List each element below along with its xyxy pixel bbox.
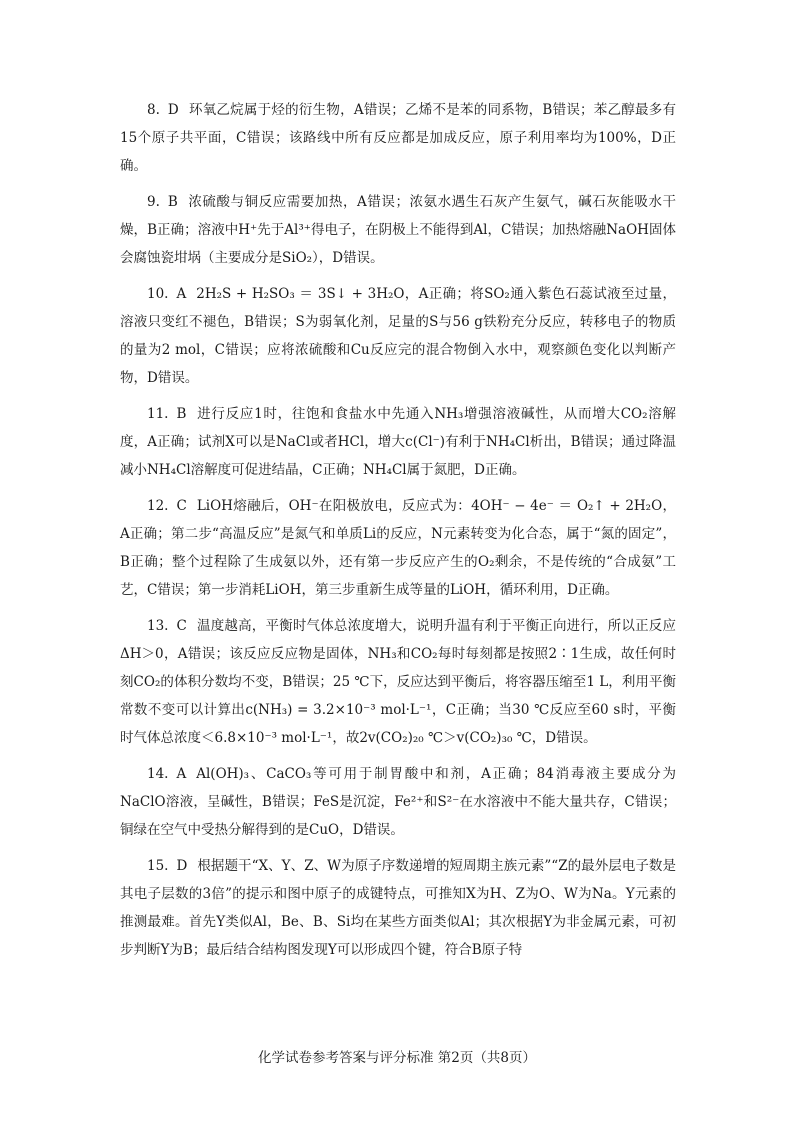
question-number: 12. (147, 498, 169, 514)
answer-explanation: 环氧乙烷属于烃的衍生物，A错误；乙烯不是苯的同系物，B错误；苯乙醇最多有15个原子共平面，C错误；该路线中所有反应都是加成反应，原子利用率均为100%，D正确。 (120, 102, 676, 174)
question-number: 15. (147, 858, 169, 874)
answer-key: D (176, 858, 188, 874)
answer-key: D (167, 102, 179, 118)
answer-explanation: LiOH熔融后，OH⁻在阳极放电，反应式为：4OH⁻ − 4e⁻ ＝ O₂↑ + 2H₂O，A正确；第二步“高温反应”是氮气和单质Li的反应，N元素转变为化合态，属于“氮的固定”，B正确；整个过程除了生成氨以外，还有第一步反应产生的O₂剩余，不是传统的“合成氨”工艺，C错误；第一步消耗LiOH，第三步重新生成等量的LiOH，循环利用，D正确。 (120, 498, 676, 598)
answer-key: A (176, 766, 187, 782)
question-number: 8. (147, 102, 160, 118)
question-number: 11. (147, 406, 169, 422)
answer-item-8 (120, 96, 676, 180)
answer-explanation: 根据题干“X、Y、Z、W为原子序数递增的短周期主族元素”“Z的最外层电子数是其电子层数的3倍”的提示和图中原子的成键特点，可推知X为H、Z为O、W为Na。Y元素的推测最难。首先Y类似Al，Be、B、Si均在某些方面类似Al；其次根据Y为非金属元素，可初步判断Y为B；最后结合结构图发现Y可以形成四个键，符合B原子特 (120, 858, 676, 958)
question-number: 9. (147, 194, 160, 210)
answer-item-14 (120, 760, 676, 844)
answer-explanation: 进行反应1时，往饱和食盐水中先通入NH₃增强溶液碱性，从而增大CO₂溶解度，A正确；试剂X可以是NaCl或者HCl，增大c(Cl⁻)有利于NH₄Cl析出，B错误；通过降温减小NH₄Cl溶解度可促进结晶，C正确；NH₄Cl属于氮肥，D正确。 (120, 406, 676, 478)
answer-explanation: 2H₂S + H₂SO₃ ＝ 3S↓ + 3H₂O，A正确；将SO₂通入紫色石蕊试液至过量，溶液只变红不褪色，B错误；S为弱氧化剂，足量的S与56 g铁粉充分反应，转移电子的物质的量为2 mol，C错误；应将浓硫酸和Cu反应完的混合物倒入水中，观察颜色变化以判断产物，D错误。 (120, 286, 676, 386)
answer-key: B (176, 406, 187, 422)
answer-list (120, 96, 676, 972)
answer-explanation: 浓硫酸与铜反应需要加热，A错误；浓氨水遇生石灰产生氨气，碱石灰能吸水干燥，B正确；溶液中H⁺先于Al³⁺得电子，在阴极上不能得到Al，C错误；加热熔融NaOH固体会腐蚀瓷坩埚（主要成分是SiO₂），D错误。 (120, 194, 676, 266)
answer-explanation: 温度越高，平衡时气体总浓度增大，说明升温有利于平衡正向进行，所以正反应ΔH＞0，A错误；该反应反应物是固体，NH₃和CO₂每时每刻都是按照2∶1生成，故任何时刻CO₂的体积分数均不变，B错误；25 ℃下，反应达到平衡后，将容器压缩至1 L，利用平衡常数不变可以计算出c(NH₃) = 3.2×10⁻³ mol·L⁻¹，C正确；当30 ℃反应至60 s时，平衡时气体总浓度＜6.8×10⁻³ mol·L⁻¹，故2v(CO₂)₂₀ ℃＞v(CO₂)₃₀ ℃，D错误。 (120, 618, 676, 746)
answer-item-13 (120, 612, 676, 752)
answer-key: C (176, 618, 187, 634)
answer-item-12 (120, 492, 676, 604)
answer-item-10 (120, 280, 676, 392)
question-number: 14. (147, 766, 169, 782)
answer-item-9 (120, 188, 676, 272)
question-number: 10. (147, 286, 169, 302)
answer-key: B (167, 194, 178, 210)
answer-key: C (176, 498, 187, 514)
question-number: 13. (147, 618, 169, 634)
answer-item-11 (120, 400, 676, 484)
answer-explanation: Al(OH)₃、CaCO₃等可用于制胃酸中和剂，A正确；84消毒液主要成分为NaClO溶液，呈碱性，B错误；FeS是沉淀，Fe²⁺和S²⁻在水溶液中不能大量共存，C错误；铜绿在空气中受热分解得到的是CuO，D错误。 (120, 766, 676, 838)
answer-item-15 (120, 852, 676, 964)
answer-key: A (176, 286, 187, 302)
page-footer: 化学试卷参考答案与评分标准 第2页（共8页） (258, 1050, 536, 1066)
